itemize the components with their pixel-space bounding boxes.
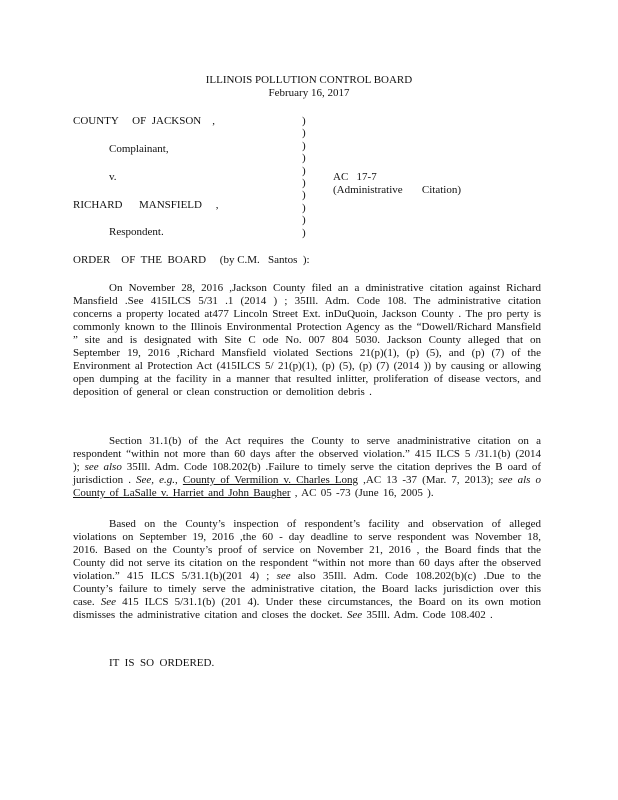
versus: v.	[109, 171, 117, 183]
paragraph-2-text-a: Section 31.1(b) of the Act requires the County to serve anadministrative citation on a respondent “within not more than 60 days after the observed violation.” 415 ILCS 5 /31.1(b) (2014 );	[73, 435, 541, 473]
paragraph-2-text-c: ,AC 13 -37 (Mar. 7, 2013);	[363, 474, 494, 486]
docket-number: AC 17-7	[333, 171, 377, 183]
citation-signal: See	[346, 609, 363, 621]
paragraph-3-text-a: Based on the County’s inspection of respondent’s facility and observation of alleged violations on September 19, 2016 ,the 60 - day deadline to serve respondent was November 18, 2016. Based on the County’s proof of service on November 21, 2016 , the Board finds that the County did not serve its citation on the respondent “within not more than 60 days after the observed violation.” 415 ILCS 5/31.1(b)(201 4) ;	[73, 518, 541, 582]
case-name-lasalle: County of LaSalle v. Harriet and John Baugher	[73, 487, 291, 499]
respondent-role: Respondent.	[109, 226, 164, 238]
board-name: ILLINOIS POLLUTION CONTROL BOARD	[205, 74, 413, 86]
citation-signal: see also	[84, 461, 122, 473]
citation-signal: see	[276, 570, 291, 582]
order-date: February 16, 2017	[268, 87, 350, 99]
complainant-party: COUNTY OF JACKSON ,	[73, 115, 215, 127]
docket-type: (Administrative Citation)	[333, 184, 462, 196]
citation-signal: See	[100, 596, 117, 608]
complainant-role: Complainant,	[109, 143, 169, 155]
caption-parentheses: ) ) ) ) ) ) ) ) ) )	[302, 115, 306, 239]
paragraph-2-text-b: 35Ill. Adm. Code 108.202(b) .Failure to timely serve the citation deprives the B oard of jurisdiction .	[73, 461, 542, 486]
paragraph-1-text: On November 28, 2016 ,Jackson County filed an a dministrative citation against Richard Mansfield .See 415ILCS 5/31 .1 (2014 ) ; 35Ill. Adm. Code 108. The administrative citation concerns a property located at477 Lincoln Street Ext. inDuQuoin, Jackson County . The pro perty is commonly known to the Illinois Environmental Protection Agency as the “Dowell/Richard Mansfield ” site and is designated with Site C ode No. 007 804 5030. Jackson County alleged that on September 19, 2016 ,Richard Mansfield violated Sections 21(p)(1), (p) (5), and (p) (7) of the Environment al Protection Act (415ILCS 5/ 21(p)(1), (p) (5), (p) (7) (2014 )) by causing or allowing open dumping at the facility in a manner that resulted inlitter, proliferation of disease vectors, and deposition of general or clean construction or demolition debris .	[73, 282, 541, 398]
citation-signal: see als o	[498, 474, 542, 486]
paragraph-3-text-c: 415 ILCS 5/31.1(b) (201 4). Under these circumstances, the Board on its own motion dismisses the administrative citation and closes the docket.	[73, 596, 542, 621]
paragraph-3-text-b: also 35Ill. Adm. Code 108.202(b)(c) .Due to the County’s failure to timely serve the administrative citation, the Board lacks jurisdiction over this case.	[73, 570, 542, 608]
respondent-party: RICHARD MANSFIELD ,	[73, 199, 219, 211]
order-heading: ORDER OF THE BOARD (by C.M. Santos ):	[73, 254, 310, 266]
paragraph-3	[73, 518, 541, 622]
citation-signal: See, e.g.	[136, 474, 176, 486]
paragraph-2: Section 31.1(b) of the Act requires the County to serve anadministrative citation on a respondent “within not more than 60 days after the observed violation.” 415 ILCS 5 /31.1(b) (2014 ); see also 35Ill. Adm. Code 108.202(b) .Failure to timely serve the citation deprives the B oard of jurisdiction . See, e.g., County of Vermilion v. Charles Long ,AC 13 -37 (Mar. 7, 2013); see als o County of LaSalle v. Harriet and John Baugher , AC 05 -73 (June 16, 2005 ).	[73, 435, 542, 499]
paragraph-2-text-d: , AC 05 -73 (June 16, 2005 ).	[294, 487, 434, 499]
case-name-vermilion: County of Vermilion v. Charles Long	[182, 474, 359, 486]
closing-line: IT IS SO ORDERED.	[109, 657, 215, 669]
paragraph-3-text-d: 35Ill. Adm. Code 108.402 .	[366, 609, 493, 621]
paragraph-1	[73, 282, 541, 399]
